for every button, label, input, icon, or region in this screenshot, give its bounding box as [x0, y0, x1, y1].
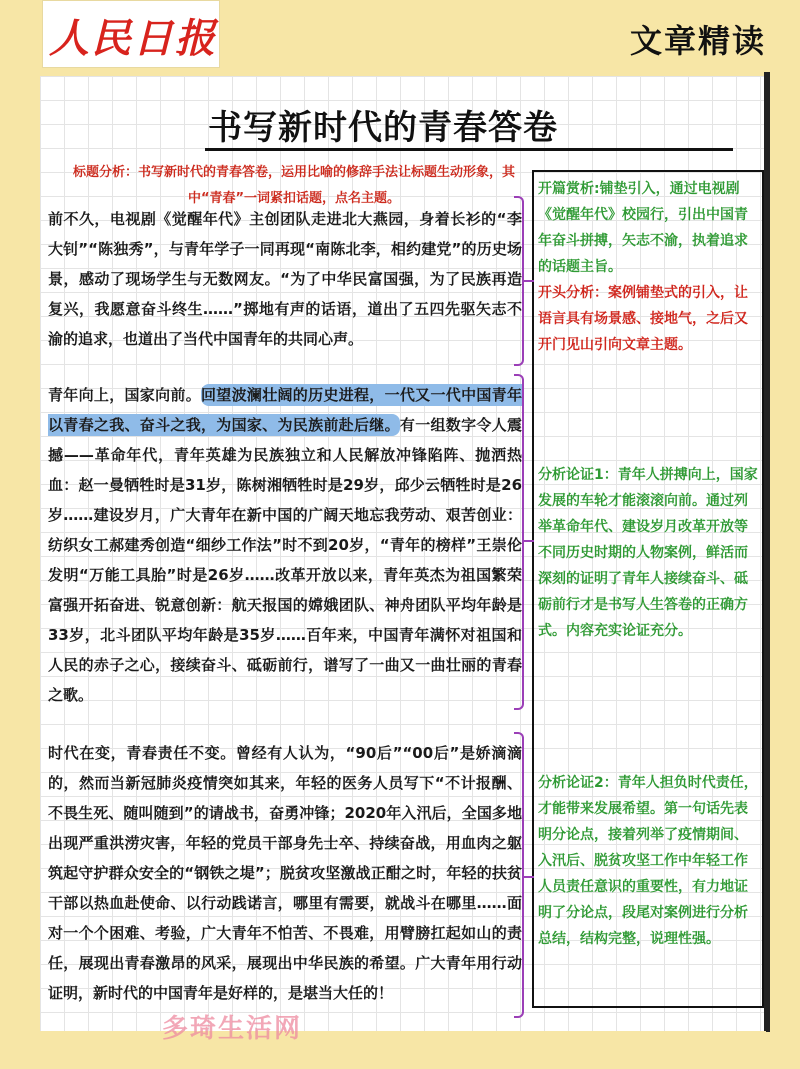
paragraph-2	[48, 380, 522, 710]
article-title: 书写新时代的青春答卷	[208, 108, 558, 148]
site-watermark: 多琦生活网	[162, 1014, 303, 1044]
bottom-margin	[40, 1031, 766, 1069]
paragraph-3: 时代在变，青春责任不变。曾经有人认为，“90后”“00后”是娇滴滴的，然而当新冠肺炎疫情突如其来，年轻的医务人员写下“不计报酬、不畏生死、随叫随到”的请战书，奋勇冲锋；2020年入汛后，全国多地出现严重洪涝灾害，年轻的党员干部身先士卒、持续奋战，用血肉之躯筑起守护群众安全的“钢铁之堤”；脱贫攻坚激战正酣之时，年轻的扶贫干部以热血赴使命、以行动践诺言，哪里有需要，就战斗在哪里……面对一个个困难、考验，广大青年不怕苦、不畏难，用臂膀扛起如山的责任，展现出青春激昂的风采，展现出中华民族的希望。广大青年用行动证明，新时代的中国青年是好样的，是堪当大任的！	[48, 744, 522, 1002]
bracket-paragraph-3	[514, 732, 524, 1018]
paragraph-1: 前不久，电视剧《觉醒年代》主创团队走进北大燕园，身着长衫的“李大钊”“陈独秀”，与青年学子一同再现“南陈北李，相约建党”的历史场景，感动了现场学生与无数网友。“为了中华民富国强，为了民族再造复兴，我愿意奋斗终生……”掷地有声的话语，道出了五四先驱矢志不渝的追求，也道出了当代中国青年的共同心声。	[48, 210, 522, 348]
bracket-tick-2	[522, 540, 534, 542]
paper-edge	[764, 72, 770, 1032]
note-argument-2: 分析论证2：青年人担负时代责任，才能带来发展希望。第一句话先表明分论点，接着列举了疫情期间、入汛后、脱贫攻坚工作中年轻工作人员责任意识的重要性，有力地证明了分论点，段尾对案例进行分析总结，结构完整，说理性强。	[538, 775, 758, 947]
bracket-tick-3	[522, 876, 534, 878]
section-tag: 文章精读	[629, 22, 766, 60]
bracket-paragraph-2	[514, 374, 524, 710]
bracket-tick-1	[522, 280, 534, 282]
note-argument-1: 分析论证1：青年人拼搏向上，国家发展的车轮才能滚滚向前。通过列举革命年代、建设岁月改革开放等不同历史时期的人物案例，鲜活而深刻的证明了青年人接续奋斗、砥砺前行才是书写人生答卷的正确方式。内容充实论证充分。	[538, 467, 758, 639]
title-analysis: 标题分析：书写新时代的青春答卷，运用比喻的修辞手法让标题生动形象，其中“青春”一词紧扣话题，点名主题。	[72, 165, 515, 206]
highlighted-sentence: 回望波澜壮阔的历史进程，一代又一代中国青年以青春之我、奋斗之我，为国家、为民族前赴后继。	[48, 386, 522, 434]
paragraph-2-lead: 青年向上，国家向前。	[48, 386, 201, 404]
peoples-daily-logo: 人民日报	[49, 15, 217, 62]
logo-box	[42, 0, 220, 68]
note-opening-appreciation: 开篇赏析:铺垫引入，通过电视剧《觉醒年代》校园行，引出中国青年奋斗拼搏，矢志不渝，执着追求的话题主旨。	[538, 181, 748, 275]
title-underline	[205, 148, 733, 151]
note-opening-analysis: 开头分析：案例铺垫式的引入，让语言具有场景感、接地气，之后又开门见山引向文章主题。	[538, 285, 748, 353]
paragraph-2-body: 有一组数字令人震撼——革命年代，青年英雄为民族独立和人民解放冲锋陷阵、抛洒热血：赵一曼牺牲时是31岁，陈树湘牺牲时是29岁，邱少云牺牲时是26岁……建设岁月，广大青年在新中国的广阔天地忘我劳动、艰苦创业：纺织女工郝建秀创造“细纱工作法”时不到20岁，“青年的榜样”王崇伦发明“万能工具胎”时是26岁……改革开放以来，青年英杰为祖国繁荣富强开拓奋进、锐意创新：航天报国的嫦娥团队、神舟团队平均年龄是33岁，北斗团队平均年龄是35岁……百年来，中国青年满怀对祖国和人民的赤子之心，接续奋斗、砥砺前行，谱写了一曲又一曲壮丽的青春之歌。	[48, 416, 522, 704]
